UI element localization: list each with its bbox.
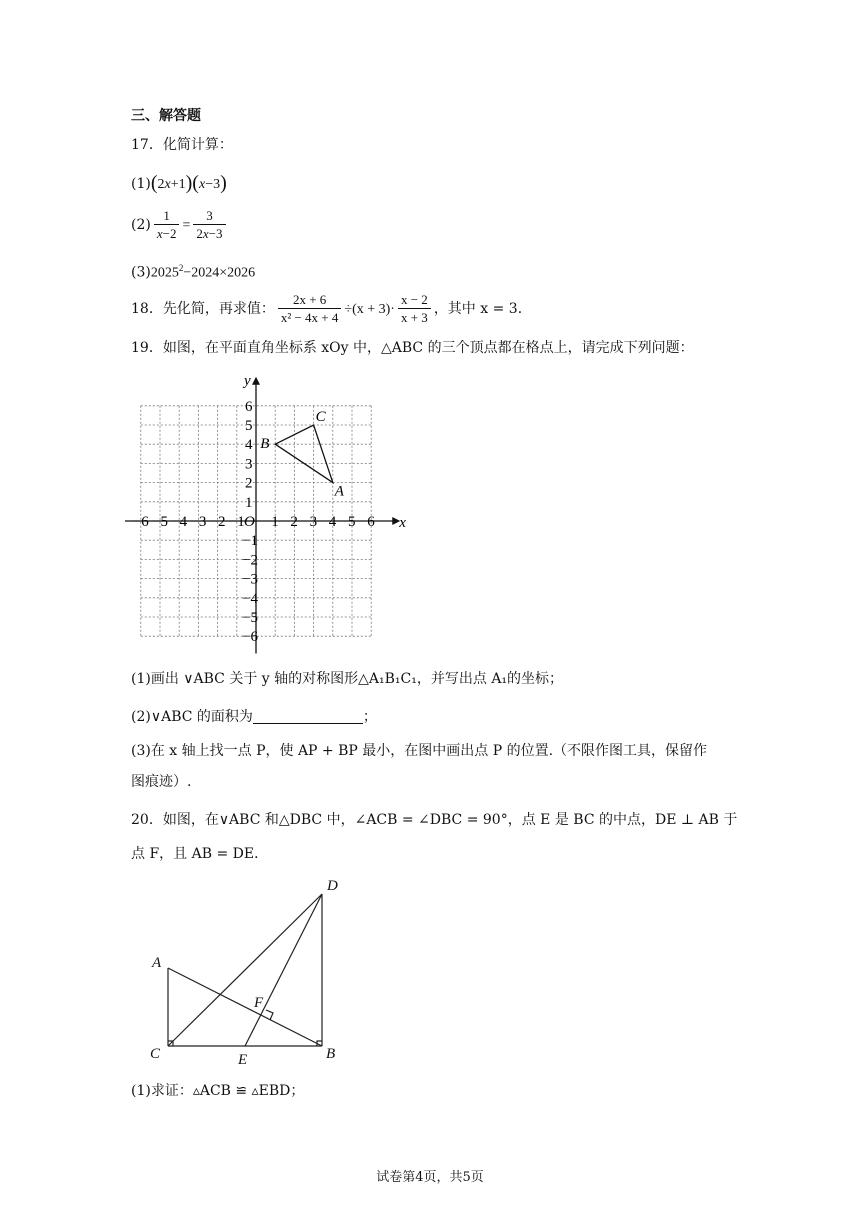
q19-part3-line2: 图痕迹）. [131, 774, 192, 790]
label-e: E [238, 1052, 248, 1068]
x-tick-label: 1 [271, 514, 279, 530]
x-tick-label: 4 [328, 514, 337, 530]
y-tick-label: −1 [242, 533, 258, 550]
segment-ab [168, 968, 322, 1046]
q17-part2: (2) $\frac{1}{x-2}$ = $\frac{3}{2x-3}$ [131, 208, 229, 242]
vertex-label-c: C [315, 409, 326, 425]
fraction: $\frac{x - 2}{x + 3}$ [398, 292, 431, 326]
y-axis-label: y [244, 372, 251, 389]
q19-part2: (2)∨ABC 的面积为 ； [131, 709, 377, 725]
q17-part2-label: (2) [131, 217, 151, 233]
section-title: 三、解答题 [131, 108, 201, 124]
x-tick-label: 3 [309, 514, 318, 530]
q19-part1: (1)画出 ∨ABC 关于 y 轴的对称图形△A₁B₁C₁，并写出点 A₁的坐标； [131, 671, 564, 687]
label-f: F [254, 995, 264, 1011]
q19-part3-line1: (3)在 x 轴上找一点 P，使 AP + BP 最小，在图中画出点 P 的位置.（不限作图工具，保留作 [131, 743, 708, 759]
label-a: A [152, 955, 162, 971]
x-tick-label: 5 [348, 514, 356, 530]
y-tick-label: 4 [245, 437, 253, 454]
x-tick-label: −1 [228, 514, 245, 530]
x-tick-label: −5 [152, 514, 168, 530]
fraction: $\frac{1}{x-2}$ [154, 208, 180, 242]
y-tick-label: 1 [245, 494, 253, 511]
x-axis-label: x [399, 515, 406, 531]
y-tick-label: 2 [245, 475, 253, 492]
triangle-geometry-figure [140, 870, 360, 1070]
triangle-abc [275, 425, 333, 483]
label-b: B [326, 1046, 336, 1062]
segment-cd [168, 894, 322, 1046]
label-d: D [327, 878, 338, 894]
label-c: C [150, 1046, 161, 1062]
x-tick-label: −2 [209, 514, 226, 530]
origin-label: O [244, 514, 255, 530]
vertex-label-b: B [260, 436, 270, 453]
q20-stem-line2: 点 F，且 AB = DE． [131, 846, 269, 862]
q19-stem: 19．如图，在平面直角坐标系 xOy 中，△ABC 的三个顶点都在格点上，请完成下列问题： [131, 340, 694, 356]
y-tick-label: −4 [242, 590, 258, 607]
page-footer: 试卷第4页，共5页 [376, 1170, 484, 1185]
q17-part3-label: (3) [131, 264, 151, 281]
q18: 18．先化简，再求值： $\frac{2x + 6}{\text{x² − 4x + 4}}$ ÷(x + 3)· $\frac{x - 2}{x + 3}$ ，其中 x = 3． [131, 292, 532, 325]
q17-part1: (1)(2x+1)(x−3) [131, 172, 227, 194]
coordinate-grid-figure [125, 370, 415, 655]
q17-part1-label: (1) [131, 176, 151, 192]
y-tick-label: 6 [245, 398, 253, 415]
q18-stem: 18．先化简，再求值： [131, 301, 275, 317]
q20-stem-line1: 20．如图，在∨ABC 和△DBC 中，∠ACB = ∠DBC = 90°，点 E 是 BC 的中点，DE ⊥ AB 于 [131, 812, 738, 828]
x-tick-label: −3 [190, 514, 207, 530]
fraction: $\frac{3}{2x-3}$ [193, 208, 225, 242]
x-tick-label: 6 [367, 514, 375, 530]
q20-part1: (1)求证：▵ACB ≌ ▵EBD； [131, 1083, 305, 1099]
y-tick-label: 5 [245, 418, 253, 434]
answer-blank[interactable] [253, 709, 363, 724]
x-tick-label: −4 [171, 514, 188, 530]
x-tick-label: 2 [290, 514, 298, 530]
y-tick-label: −2 [242, 552, 258, 569]
y-tick-label: 3 [245, 456, 253, 473]
q17-part3: $(3)2025^2-2024\times 2026$ [131, 263, 256, 281]
segment-ed [245, 894, 322, 1046]
q17-stem: 17．化简计算： [131, 137, 233, 153]
x-tick-label: −6 [132, 514, 149, 530]
vertex-label-a: A [334, 483, 344, 500]
y-axis-arrow [252, 377, 260, 385]
y-tick-label: −3 [242, 571, 258, 588]
fraction: $\frac{2x + 6}{\text{x² − 4x + 4}}$ [278, 292, 342, 326]
y-tick-label: −5 [242, 610, 258, 626]
y-tick-label: −6 [242, 629, 258, 646]
